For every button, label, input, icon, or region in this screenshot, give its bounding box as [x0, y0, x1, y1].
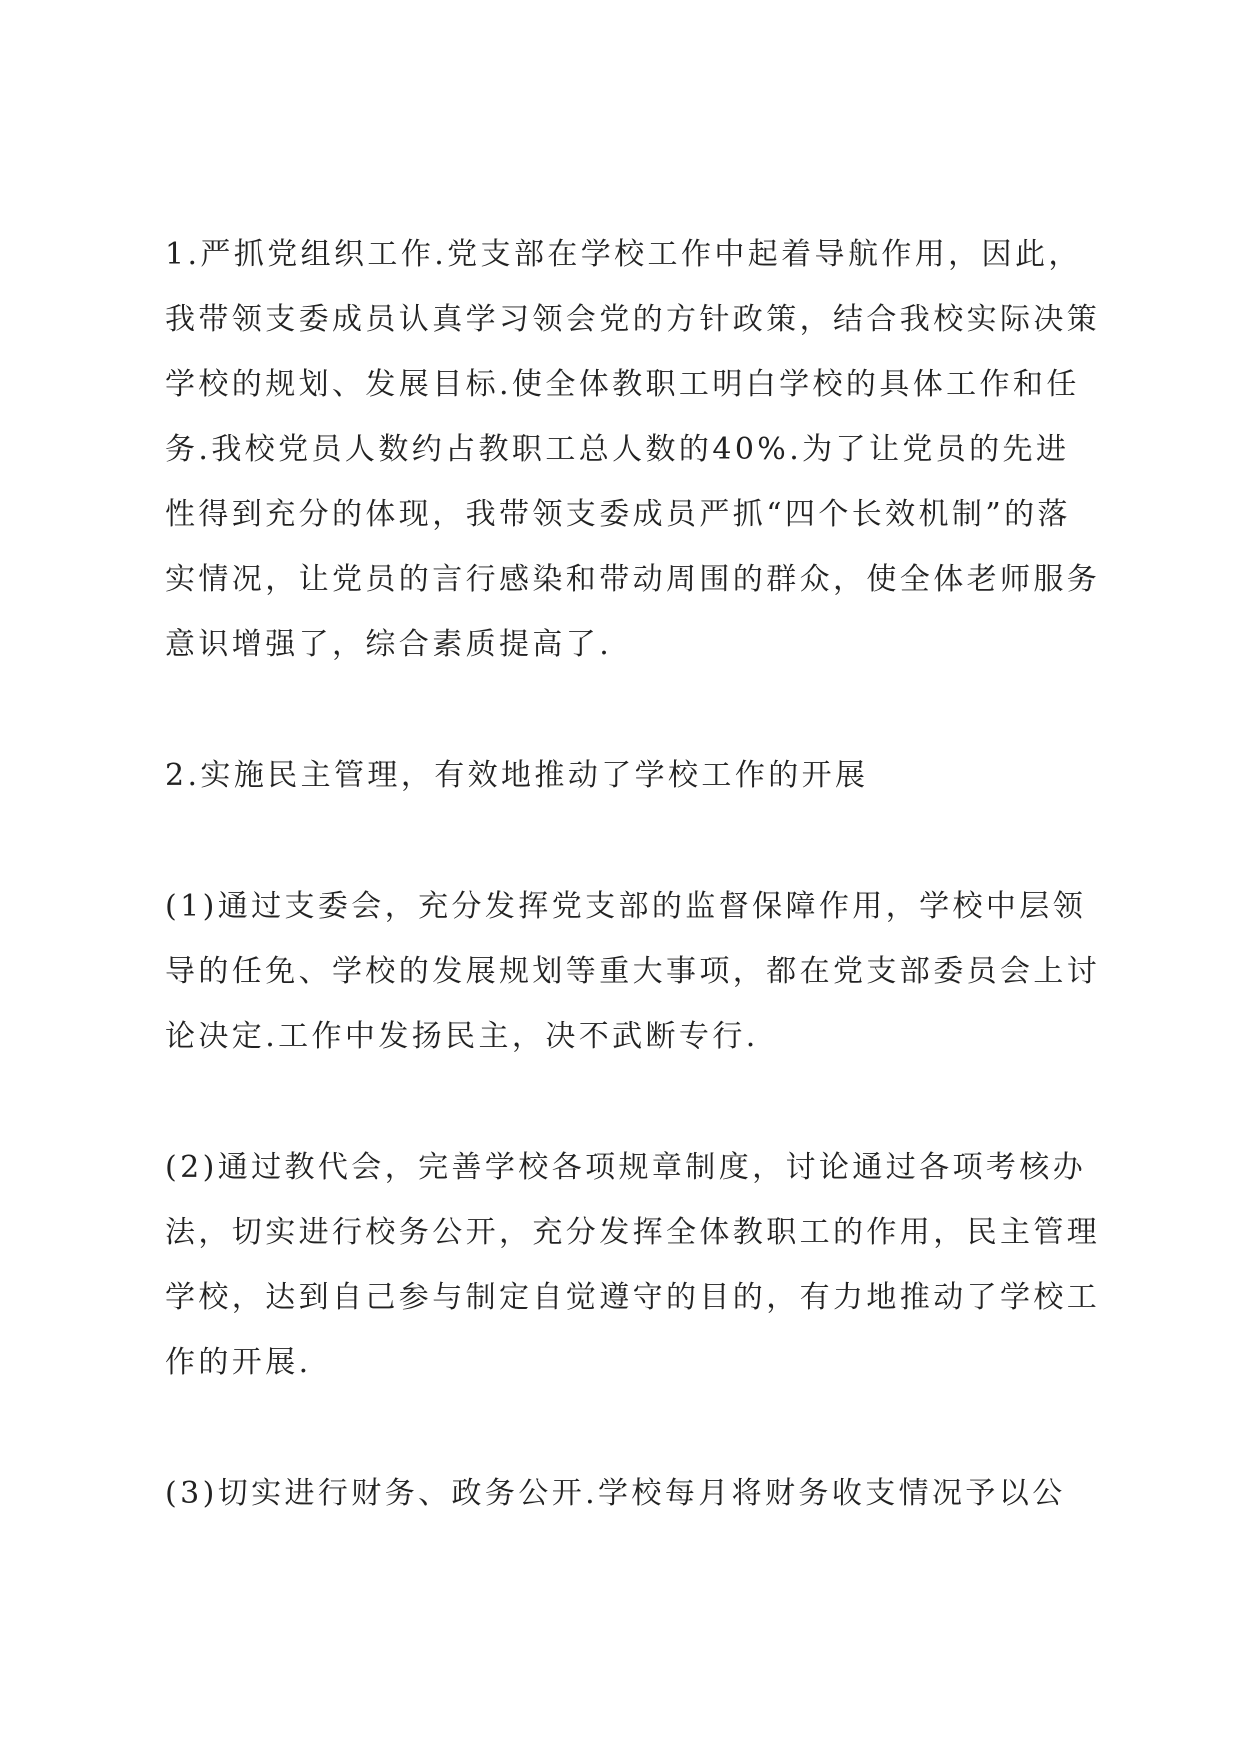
text-line: (2)通过教代会，完善学校各项规章制度，讨论通过各项考核办 — [165, 1150, 1087, 1185]
text-line: 导的任免、学校的发展规划等重大事项，都在党支部委员会上讨 — [165, 954, 1101, 989]
text-line: (1)通过支委会，充分发挥党支部的监督保障作用，学校中层领 — [165, 889, 1087, 924]
text-line: 学校，达到自己参与制定自觉遵守的目的，有力地推动了学校工 — [165, 1280, 1101, 1315]
paragraph-item-2 — [165, 1135, 1101, 1395]
text-line: 意识增强了，综合素质提高了. — [165, 627, 613, 662]
document-body — [165, 222, 1101, 1592]
paragraph-item-1 — [165, 874, 1101, 1069]
text-line: 性得到充分的体现，我带领支委成员严抓“四个长效机制”的落 — [165, 497, 1071, 532]
section-heading-democratic-management — [165, 743, 1090, 808]
paragraph-item-3 — [165, 1461, 1090, 1526]
text-line: 作的开展. — [165, 1345, 312, 1380]
text-line: 2.实施民主管理，有效地推动了学校工作的开展 — [165, 758, 869, 793]
text-line: 务.我校党员人数约占教职工总人数的40%.为了让党员的先进 — [165, 432, 1070, 467]
text-line: (3)切实进行财务、政务公开.学校每月将财务收支情况予以公 — [165, 1476, 1066, 1511]
text-line: 学校的规划、发展目标.使全体教职工明白学校的具体工作和任 — [165, 367, 1080, 402]
text-line: 论决定.工作中发扬民主，决不武断专行. — [165, 1019, 759, 1054]
text-line: 法，切实进行校务公开，充分发挥全体教职工的作用，民主管理 — [165, 1215, 1101, 1250]
text-line: 1.严抓党组织工作.党支部在学校工作中起着导航作用，因此， — [165, 237, 1082, 272]
text-line: 我带领支委成员认真学习领会党的方针政策，结合我校实际决策 — [165, 302, 1101, 337]
paragraph-party-organization — [165, 222, 1101, 677]
text-line: 实情况，让党员的言行感染和带动周围的群众，使全体老师服务 — [165, 562, 1101, 597]
